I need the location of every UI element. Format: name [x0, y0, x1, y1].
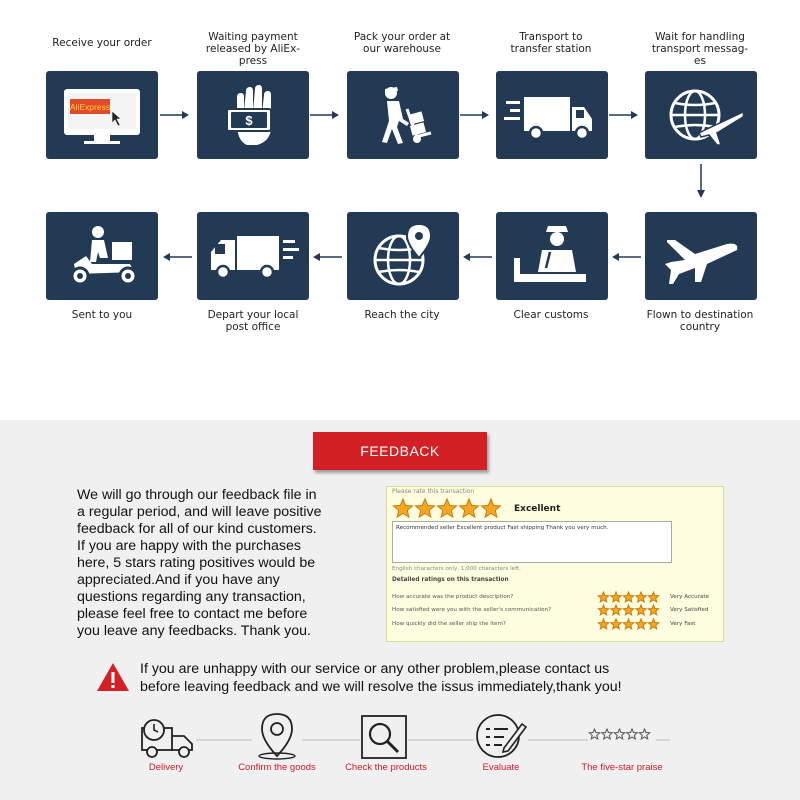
star-icon: [611, 592, 621, 602]
step-box-wait-handling: [645, 71, 757, 159]
courier-trolley-icon: [347, 71, 459, 159]
process-label-confirm-goods: Confirm the goods: [238, 762, 316, 773]
step-label-wait-handling: Wait for handling transport messag- es: [651, 31, 749, 67]
rating-panel: [386, 486, 724, 642]
detail-stars: [597, 618, 667, 630]
fast-truck-icon: [197, 212, 309, 300]
arrow-left-icon: [462, 251, 492, 263]
star-icon: [481, 499, 500, 517]
star-icon: [648, 619, 658, 629]
star-icon: [589, 729, 599, 739]
globe-pin-icon: [347, 212, 459, 300]
step-box-waiting-payment: [197, 71, 309, 159]
star-icon: [627, 729, 637, 739]
checklist-icon: [474, 712, 528, 760]
overall-stars: [392, 498, 512, 520]
customs-officer-icon: [496, 212, 608, 300]
detail-stars: [597, 591, 667, 603]
five-stars-icon: [588, 728, 656, 744]
comment-box[interactable]: [392, 521, 672, 563]
detail-question: How satisfied were you with the seller's communication?: [392, 607, 552, 613]
delivery-truck-clock-icon: [140, 716, 196, 760]
step-box-reach-city: [347, 212, 459, 300]
step-label-receive-order: Receive your order: [52, 37, 152, 49]
hand-money-icon: [197, 71, 309, 159]
detail-result: Very Fast: [670, 621, 696, 627]
magnifier-icon: [360, 714, 408, 760]
feedback-banner-title: FEEDBACK: [360, 443, 440, 459]
process-label-evaluate: Evaluate: [482, 762, 520, 773]
step-label-pack-order: Pack your order at our warehouse: [353, 31, 451, 55]
feedback-body-text: We will go through our feedback file in a regular period, and will leave positive feedback for all of our kind customers. If you are happy with the purchases here, 5 stars rating positives would be appreciated.And if you have any questions regarding any transaction, please feel free to contact me before you leave any feedbacks. Thank you.: [77, 487, 322, 639]
overall-rating-label: Excellent: [514, 504, 561, 514]
computer-aliexpress-icon: [46, 71, 158, 159]
step-label-flown-destination: Flown to destination country: [646, 309, 754, 333]
arrow-right-icon: [609, 109, 639, 121]
step-box-flown-destination: [645, 212, 757, 300]
arrow-left-icon: [162, 251, 192, 263]
char-count-note: English characters only, 1,000 characters left.: [392, 566, 521, 572]
step-label-sent-to-you: Sent to you: [71, 309, 133, 321]
step-box-receive-order: [46, 71, 158, 159]
star-icon: [648, 605, 658, 615]
star-icon: [614, 729, 624, 739]
step-box-sent-to-you: [46, 212, 158, 300]
star-icon: [639, 729, 649, 739]
star-icon: [648, 592, 658, 602]
svg-text:$: $: [245, 113, 253, 128]
airplane-icon: [645, 212, 757, 300]
feedback-banner: [313, 432, 487, 470]
step-box-pack-order: [347, 71, 459, 159]
star-icon: [598, 619, 608, 629]
arrow-right-icon: [310, 109, 340, 121]
comment-text: Recommended seller Excellent product Fast shipping Thank you very much.: [396, 525, 609, 531]
star-icon: [437, 499, 456, 517]
detail-stars: [597, 604, 667, 616]
star-icon: [598, 605, 608, 615]
star-icon: [459, 499, 478, 517]
star-icon: [611, 619, 621, 629]
star-icon: [598, 592, 608, 602]
step-box-depart-post-office: [197, 212, 309, 300]
warning-triangle-icon: [96, 662, 130, 692]
process-label-delivery: Delivery: [148, 762, 184, 773]
star-icon: [602, 729, 612, 739]
detail-question: How accurate was the product description?: [392, 594, 514, 600]
step-label-waiting-payment: Waiting payment released by AliEx- press: [205, 31, 301, 67]
star-icon: [393, 499, 412, 517]
scooter-courier-icon: [46, 212, 158, 300]
step-box-transport-station: [496, 71, 608, 159]
arrow-left-icon: [611, 251, 641, 263]
step-label-depart-post-office: Depart your local post office: [207, 309, 299, 333]
star-icon: [636, 592, 646, 602]
star-icon: [636, 605, 646, 615]
step-label-transport-station: Transport to transfer station: [510, 31, 592, 55]
star-icon: [415, 499, 434, 517]
globe-plane-icon: [645, 71, 757, 159]
delivery-truck-icon: [496, 71, 608, 159]
arrow-right-icon: [160, 109, 190, 121]
star-icon: [623, 605, 633, 615]
detail-result: Very Accurate: [670, 594, 710, 600]
detail-question: How quickly did the seller ship the item?: [392, 621, 506, 627]
arrow-right-icon: [460, 109, 490, 121]
location-pin-icon: [252, 712, 302, 760]
warning-text: If you are unhappy with our service or any other problem,please contact us before leaving feedback and we will resolve the issus immediately,thank you!: [140, 661, 622, 695]
rating-prompt: Please rate this transaction: [392, 488, 475, 495]
aliexpress-logo-text: AliExpress: [69, 102, 111, 112]
star-icon: [623, 592, 633, 602]
star-icon: [636, 619, 646, 629]
star-icon: [611, 605, 621, 615]
step-label-reach-city: Reach the city: [364, 309, 440, 321]
step-box-clear-customs: [496, 212, 608, 300]
process-label-check-products: Check the products: [345, 762, 427, 773]
detail-heading: Detailed ratings on this transaction: [392, 577, 509, 583]
detail-result: Very Satisfied: [670, 607, 709, 613]
arrow-down-icon: [695, 164, 707, 200]
process-label-five-star-praise: The five-star praise: [581, 762, 663, 773]
arrow-left-icon: [312, 251, 342, 263]
step-label-clear-customs: Clear customs: [513, 309, 589, 321]
star-icon: [623, 619, 633, 629]
